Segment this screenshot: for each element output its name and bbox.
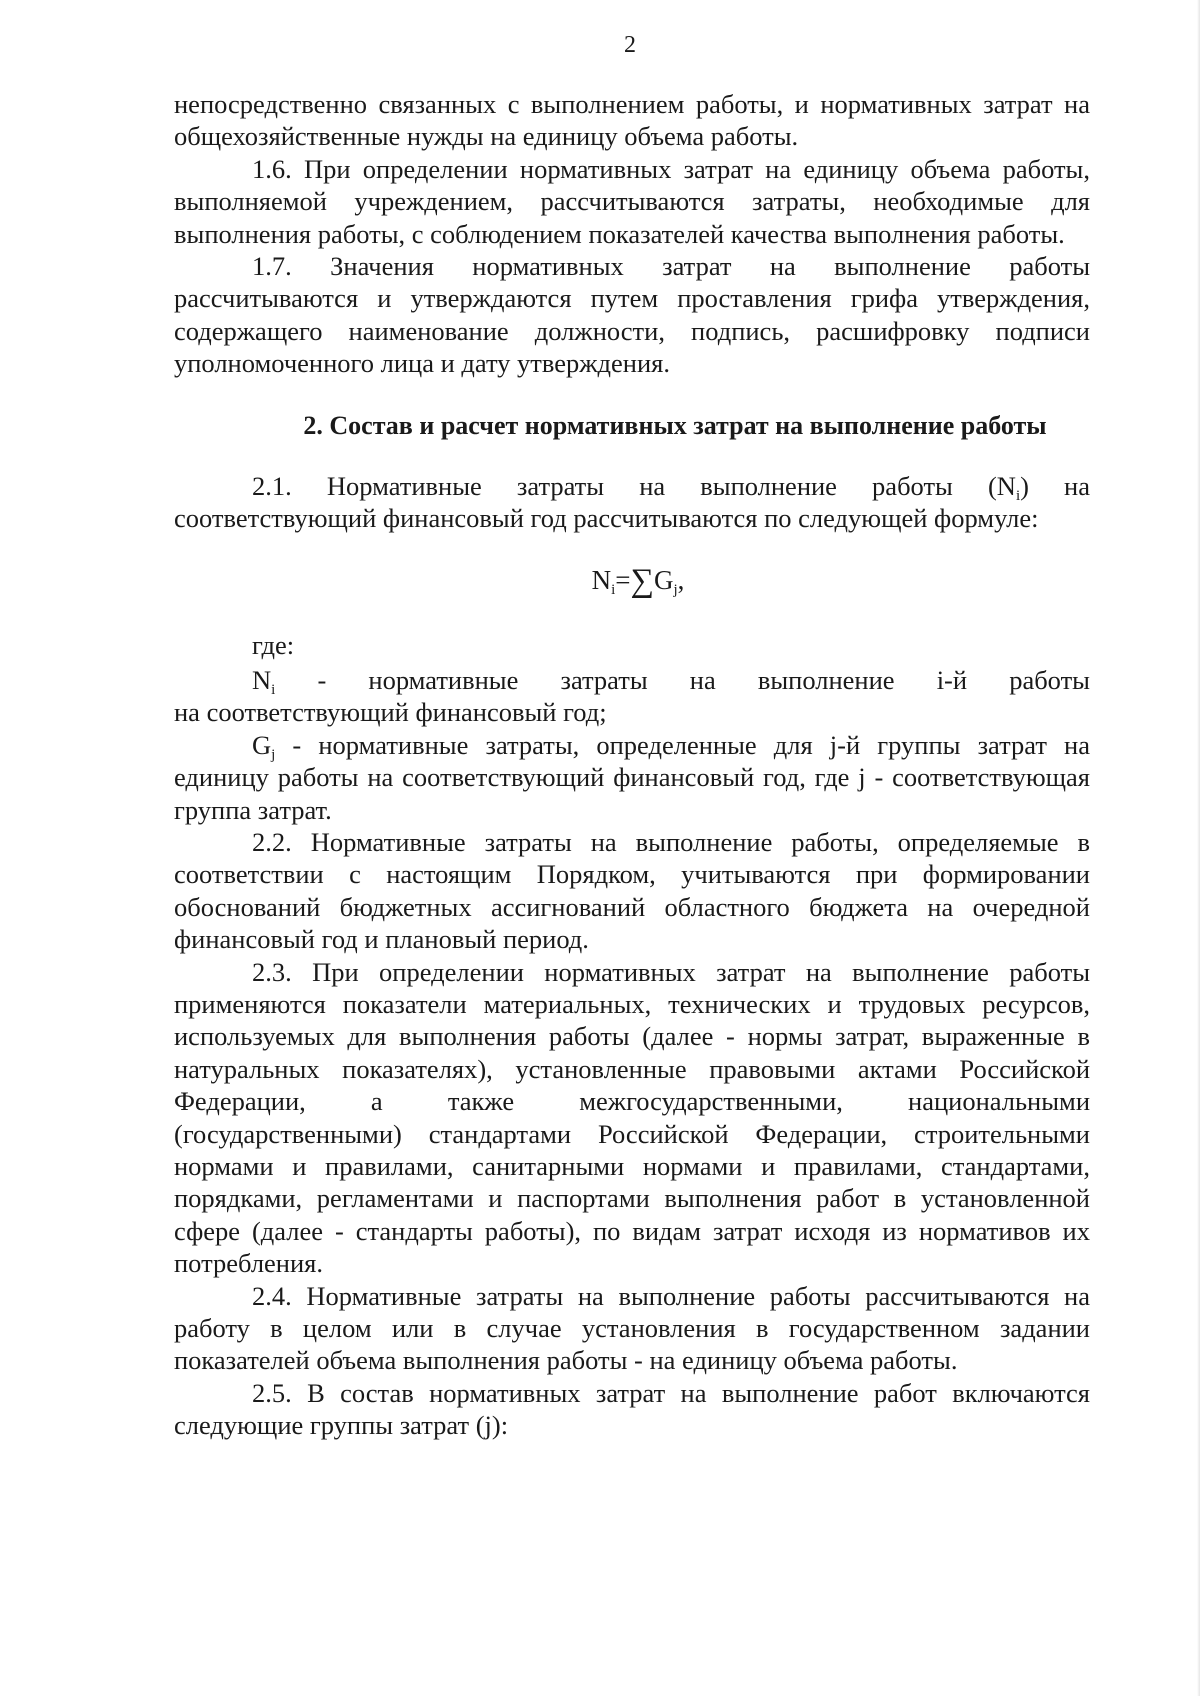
where-label: где: — [252, 630, 295, 661]
paragraph-2-4: 2.4. Нормативные затраты на выполнение работы рассчитываются на работу в целом или в случае установления в государственном задании показателей объема выполнения работы - на единицу объема работы. — [174, 1280, 1090, 1376]
definition-ni-symbol: $N_i$ — [252, 664, 276, 698]
definition-ni-word: выполнение — [757, 664, 895, 695]
formula-rhs: G — [654, 565, 674, 596]
paragraph-intro: непосредственно связанных с выполнением работы, и нормативных затрат на общехозяйственные нужды на единицу объема работы. — [174, 89, 1090, 152]
definition-ni-word: нормативные — [368, 664, 519, 695]
paragraph-2-1 — [174, 470, 1090, 535]
definition-ni-continuation: на соответствующий финансовый год; — [174, 697, 607, 728]
definition-ni-word: - — [317, 664, 327, 695]
definition-ni-word: i-й — [936, 664, 968, 695]
paragraph-1-7: 1.7. Значения нормативных затрат на выполнение работы рассчитываются и утверждаются путем проставления грифа утверждения, содержащего наименование должности, подпись, расшифровку подписи уполномоченного лица и дату утверждения. — [174, 251, 1090, 379]
definition-gj — [174, 729, 1090, 826]
definition-gj-text: - нормативные затраты, определенные для j-й группы затрат на единицу работы на соответствующий финансовый год, где j - соответствующая группа затрат. — [174, 729, 1090, 825]
paragraph-2-2: 2.2. Нормативные затраты на выполнение работы, определяемые в соответствии с настоящим Порядком, учитываются при формировании обоснований бюджетных ассигнований областного бюджета на очередной финансовый год и плановый период. — [174, 826, 1090, 955]
paragraph-2-3: 2.3. При определении нормативных затрат на выполнение работы применяются показатели материальных, технических и трудовых ресурсов, используемых для выполнения работы (далее - нормы затрат, выраженные в натуральных показателях), установленные правовыми актами Российской Федерации, а также межгосударственными, национальными (государственными) стандартами Российской Федерации, строительными нормами и правилами, санитарными нормами и правилами, стандартами, порядками, регламентами и паспортами выполнения работ в установленной сфере (далее - стандарты работы), по видам затрат исходя из нормативов их потребления. — [174, 956, 1090, 1279]
paragraph-1-6: 1.6. При определении нормативных затрат на единицу объема работы, выполняемой учреждением, рассчитываются затраты, необходимые для выполнения работы, с соблюдением показателей качества выполнения работы. — [174, 153, 1090, 249]
section-heading: 2. Состав и расчет нормативных затрат на выполнение работы — [303, 410, 1047, 440]
formula-trail: , — [677, 565, 685, 596]
definition-ni-word: на — [689, 664, 716, 695]
document-body — [174, 88, 1090, 1442]
paragraph-2-5: 2.5. В состав нормативных затрат на выполнение работ включаются следующие группы затрат (j): — [174, 1377, 1090, 1441]
formula-equals: = — [615, 565, 631, 596]
formula-lhs: N — [591, 565, 612, 596]
sum-symbol: ∑ — [630, 563, 654, 600]
definition-gj-subscript: j — [271, 746, 276, 763]
paragraph-2-1-end: ) на соответствующий финансовый год рассчитываются по следующей формуле: — [174, 470, 1090, 534]
formula-rhs-subscript: j — [673, 582, 678, 599]
page-number: 2 — [624, 32, 636, 58]
formula-lhs-subscript: i — [611, 582, 616, 599]
definition-ni — [174, 664, 1090, 696]
definition-ni-word: работы — [1009, 664, 1090, 695]
definition-gj-symbol: G — [252, 729, 272, 760]
formula — [174, 562, 1090, 599]
paragraph-2-1-start: 2.1. Нормативные затраты на выполнение работы (N — [252, 470, 1016, 501]
definition-ni-word: затраты — [560, 664, 648, 695]
paragraph-2-1-subscript: i — [1015, 487, 1021, 504]
